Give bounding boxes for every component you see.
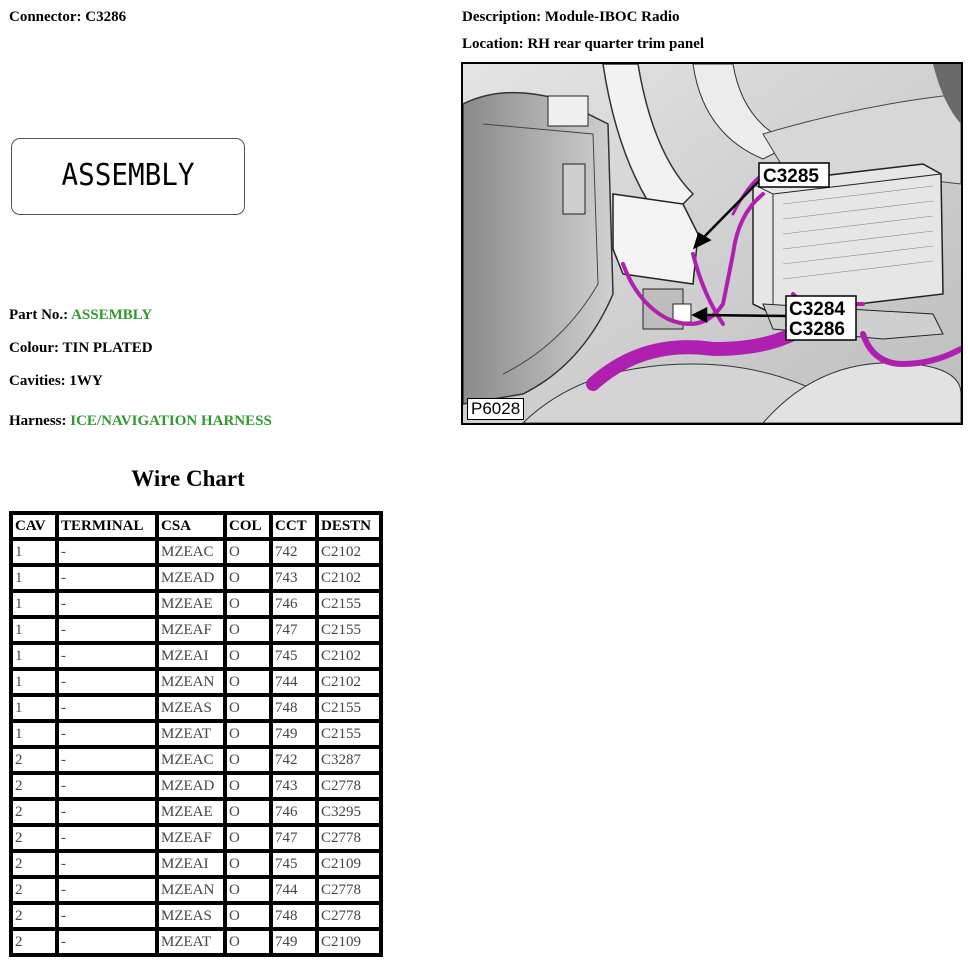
- cell-col: O: [225, 669, 271, 695]
- assembly-image: [11, 138, 245, 215]
- cell-destn[interactable]: C2102: [317, 539, 381, 565]
- cell-cav: 1: [11, 643, 57, 669]
- cell-destn[interactable]: C3295: [317, 799, 381, 825]
- location-value: RH rear quarter trim panel: [527, 36, 705, 52]
- table-row: [11, 643, 381, 669]
- colour-value: TIN PLATED: [62, 340, 153, 356]
- table-row: [11, 773, 381, 799]
- cavities-label: Cavities:: [9, 373, 66, 389]
- cell-csa: MZEAS: [157, 903, 225, 929]
- cell-destn[interactable]: C2778: [317, 825, 381, 851]
- cell-col: O: [225, 747, 271, 773]
- cell-terminal: -: [57, 669, 157, 695]
- header-cav: CAV: [11, 513, 57, 539]
- cell-cct: 742: [271, 747, 317, 773]
- cell-col: O: [225, 799, 271, 825]
- cell-terminal: -: [57, 565, 157, 591]
- table-row: [11, 825, 381, 851]
- cell-csa: MZEAT: [157, 929, 225, 955]
- colour-label: Colour:: [9, 340, 59, 356]
- cell-cct: 747: [271, 617, 317, 643]
- cell-terminal: -: [57, 929, 157, 955]
- header-terminal: TERMINAL: [57, 513, 157, 539]
- cell-col: O: [225, 643, 271, 669]
- cell-cav: 1: [11, 721, 57, 747]
- cell-csa: MZEAD: [157, 773, 225, 799]
- assembly-image-text: ASSEMBLY: [61, 158, 195, 193]
- cell-cct: 746: [271, 799, 317, 825]
- cell-col: O: [225, 617, 271, 643]
- cell-destn[interactable]: C2109: [317, 929, 381, 955]
- cell-csa: MZEAN: [157, 877, 225, 903]
- cell-csa: MZEAC: [157, 539, 225, 565]
- cell-col: O: [225, 539, 271, 565]
- cell-destn[interactable]: C2778: [317, 903, 381, 929]
- cell-cav: 1: [11, 591, 57, 617]
- cell-csa: MZEAD: [157, 565, 225, 591]
- header-destn: DESTN: [317, 513, 381, 539]
- cell-destn[interactable]: C2102: [317, 669, 381, 695]
- cell-destn[interactable]: C2155: [317, 617, 381, 643]
- cell-col: O: [225, 565, 271, 591]
- cell-terminal: -: [57, 851, 157, 877]
- cell-col: O: [225, 903, 271, 929]
- cell-col: O: [225, 591, 271, 617]
- cell-terminal: -: [57, 695, 157, 721]
- cell-col: O: [225, 929, 271, 955]
- table-row: [11, 565, 381, 591]
- cell-cav: 2: [11, 825, 57, 851]
- cell-terminal: -: [57, 877, 157, 903]
- wire-chart-title: Wire Chart: [131, 466, 245, 491]
- header-cct: CCT: [271, 513, 317, 539]
- harness-label: Harness:: [9, 413, 67, 429]
- table-row: [11, 799, 381, 825]
- cell-terminal: -: [57, 747, 157, 773]
- cell-cct: 747: [271, 825, 317, 851]
- cell-cav: 1: [11, 617, 57, 643]
- cell-cav: 1: [11, 695, 57, 721]
- callout-c3285: C3285: [763, 166, 819, 187]
- cell-cct: 748: [271, 903, 317, 929]
- cell-cct: 749: [271, 721, 317, 747]
- cell-terminal: -: [57, 539, 157, 565]
- cell-csa: MZEAI: [157, 643, 225, 669]
- cell-terminal: -: [57, 773, 157, 799]
- cell-terminal: -: [57, 591, 157, 617]
- cell-terminal: -: [57, 617, 157, 643]
- cell-cav: 1: [11, 669, 57, 695]
- location-line: [462, 36, 704, 53]
- cell-csa: MZEAE: [157, 591, 225, 617]
- cell-terminal: -: [57, 721, 157, 747]
- cell-cav: 2: [11, 799, 57, 825]
- table-row: [11, 617, 381, 643]
- table-row: [11, 877, 381, 903]
- cell-destn[interactable]: C2102: [317, 643, 381, 669]
- cell-destn[interactable]: C2155: [317, 695, 381, 721]
- cell-csa: MZEAT: [157, 721, 225, 747]
- colour-line: [9, 340, 153, 357]
- part-no-label: Part No.:: [9, 307, 69, 323]
- table-row: [11, 851, 381, 877]
- cell-cav: 2: [11, 903, 57, 929]
- table-row: [11, 695, 381, 721]
- cell-col: O: [225, 695, 271, 721]
- location-image: [461, 62, 963, 425]
- cell-cct: 748: [271, 695, 317, 721]
- cell-csa: MZEAN: [157, 669, 225, 695]
- cell-csa: MZEAS: [157, 695, 225, 721]
- header-col: COL: [225, 513, 271, 539]
- table-row: [11, 669, 381, 695]
- callout-c3284: C3284: [789, 299, 845, 320]
- cell-destn[interactable]: C2155: [317, 721, 381, 747]
- cell-col: O: [225, 851, 271, 877]
- cell-cav: 2: [11, 877, 57, 903]
- cell-cav: 2: [11, 851, 57, 877]
- table-row: [11, 747, 381, 773]
- cell-cct: 744: [271, 669, 317, 695]
- connector-line: [9, 9, 126, 26]
- cell-destn[interactable]: C2778: [317, 877, 381, 903]
- cell-cav: 1: [11, 565, 57, 591]
- cell-destn[interactable]: C3287: [317, 747, 381, 773]
- cell-csa: MZEAF: [157, 617, 225, 643]
- cell-col: O: [225, 877, 271, 903]
- cell-cct: 745: [271, 643, 317, 669]
- cell-csa: MZEAF: [157, 825, 225, 851]
- cell-csa: MZEAC: [157, 747, 225, 773]
- cell-csa: MZEAE: [157, 799, 225, 825]
- location-illustration: [463, 64, 961, 423]
- cell-destn[interactable]: C2778: [317, 773, 381, 799]
- cell-col: O: [225, 825, 271, 851]
- cell-cct: 742: [271, 539, 317, 565]
- cell-cav: 2: [11, 773, 57, 799]
- callout-c3286: C3286: [789, 319, 845, 340]
- cell-terminal: -: [57, 825, 157, 851]
- table-row: [11, 721, 381, 747]
- table-row: [11, 929, 381, 955]
- cell-cct: 743: [271, 565, 317, 591]
- cell-col: O: [225, 721, 271, 747]
- header-csa: CSA: [157, 513, 225, 539]
- harness-line: [9, 413, 272, 430]
- wire-chart-header-row: [11, 513, 381, 539]
- description-label: Description:: [462, 9, 542, 25]
- table-row: [11, 903, 381, 929]
- cell-cav: 1: [11, 539, 57, 565]
- cell-terminal: -: [57, 903, 157, 929]
- description-line: [462, 9, 680, 26]
- cell-col: O: [225, 773, 271, 799]
- harness-value[interactable]: ICE/NAVIGATION HARNESS: [70, 413, 272, 429]
- table-row: [11, 539, 381, 565]
- cell-destn[interactable]: C2155: [317, 591, 381, 617]
- wire-chart-table: [9, 511, 383, 957]
- cell-cct: 746: [271, 591, 317, 617]
- image-ref-label: P6028: [467, 398, 524, 420]
- wire-chart-body: [11, 539, 381, 955]
- description-value: Module-IBOC Radio: [544, 9, 680, 25]
- cavities-value: 1WY: [69, 373, 103, 389]
- cell-terminal: -: [57, 643, 157, 669]
- cell-destn[interactable]: C2102: [317, 565, 381, 591]
- cell-cct: 743: [271, 773, 317, 799]
- cavities-line: [9, 373, 103, 390]
- cell-csa: MZEAI: [157, 851, 225, 877]
- cell-cct: 745: [271, 851, 317, 877]
- part-no-line: [9, 307, 152, 324]
- connector-label: Connector:: [9, 9, 82, 25]
- connector-value: C3286: [85, 9, 127, 25]
- table-row: [11, 591, 381, 617]
- cell-cav: 2: [11, 747, 57, 773]
- cell-terminal: -: [57, 799, 157, 825]
- part-no-value[interactable]: ASSEMBLY: [71, 307, 153, 323]
- cell-destn[interactable]: C2109: [317, 851, 381, 877]
- cell-cct: 749: [271, 929, 317, 955]
- cell-cct: 744: [271, 877, 317, 903]
- cell-cav: 2: [11, 929, 57, 955]
- location-label: Location:: [462, 36, 524, 52]
